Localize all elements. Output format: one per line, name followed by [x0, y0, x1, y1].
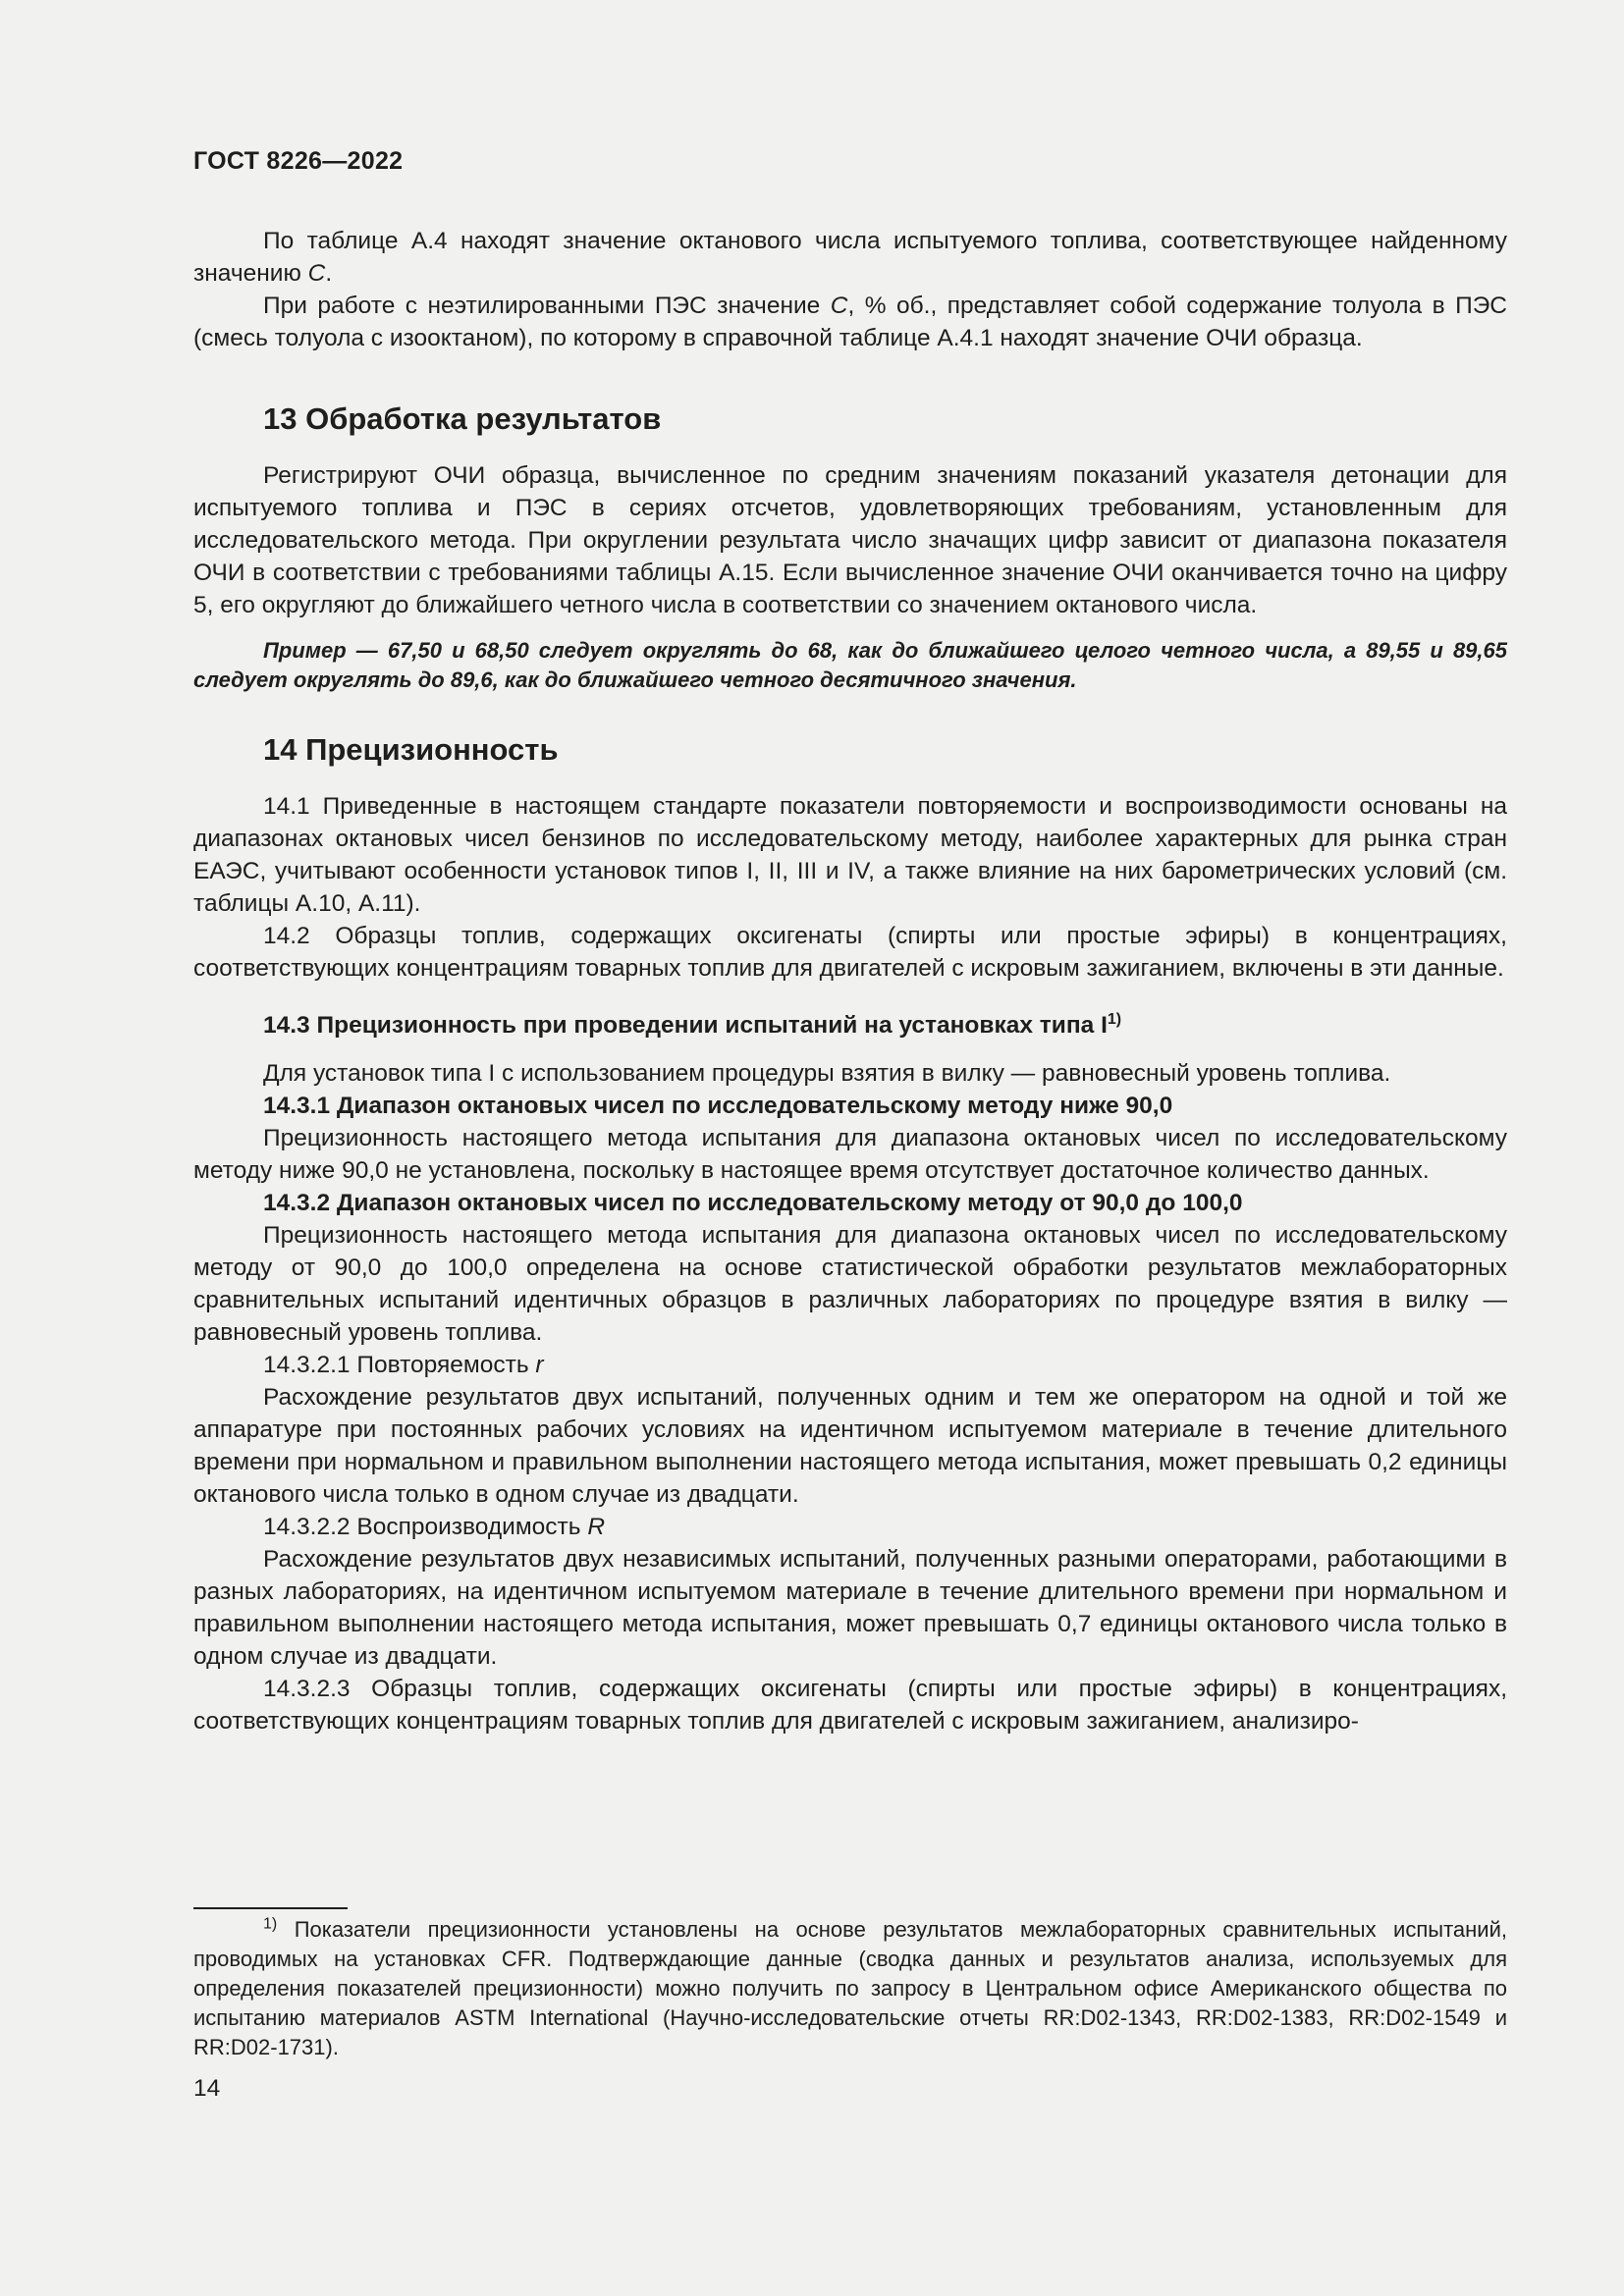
- footnote-marker: 1): [263, 1915, 278, 1933]
- page-number: 14: [193, 2075, 221, 2102]
- footnote-divider: [193, 1907, 348, 1909]
- paragraph: Прецизионность настоящего метода испытания для диапазона октановых чисел по исследовательскому методу ниже 90,0 не установлена, поскольку в настоящее время отсутствует достаточное количество данных.: [193, 1125, 1507, 1184]
- paragraph: По таблице А.4 находят значение октанового числа испытуемого топлива, соответствующее найденному значению С.: [193, 228, 1507, 287]
- subsection-heading: 14.3.1 Диапазон октановых чисел по исследовательскому методу ниже 90,0: [263, 1093, 1173, 1119]
- footnote: [193, 1915, 1507, 2062]
- document-header: ГОСТ 8226—2022: [193, 147, 404, 175]
- paragraph: 14.1 Приведенные в настоящем стандарте показатели повторяемости и воспроизводимости основаны на диапазонах октановых чисел бензинов по исследовательскому методу, наиболее характерных для рынка стран ЕАЭС, учитывают особенности установок типов I, II, III и IV, а также влияние на них барометрических условий (см. таблицы А.10, А.11).: [193, 793, 1507, 917]
- paragraph: Прецизионность настоящего метода испытания для диапазона октановых чисел по исследовательскому методу от 90,0 до 100,0 определена на основе статистической обработки результатов межлабораторных сравнительных испытаний идентичных образцов в различных лабораториях по процедуре взятия в вилку — равновесный уровень топлива.: [193, 1222, 1507, 1346]
- footnote-reference[interactable]: 1): [1107, 1010, 1122, 1028]
- subsection-heading: 14.3 Прецизионность при проведении испытаний на установках типа $I^{1)}$: [263, 1010, 1122, 1039]
- paragraph: Для установок типа I с использованием процедуры взятия в вилку — равновесный уровень топлива.: [263, 1060, 1391, 1087]
- paragraph: Регистрируют ОЧИ образца, вычисленное по средним значениям показаний указателя детонации для испытуемого топлива и ПЭС в сериях отсчетов, удовлетворяющих требованиям, установленным для исследовательского метода. При округлении результата число значащих цифр зависит от диапазона показателя ОЧИ в соответствии с требованиями таблицы А.15. Если вычисленное значение ОЧИ оканчивается точно на цифру 5, его округляют до ближайшего четного числа в соответствии со значением октанового числа.: [193, 462, 1507, 618]
- footnote-text: Показатели прецизионности установлены на основе результатов межлабораторных сравнительных испытаний, проводимых на установках CFR. Подтверждающие данные (сводка данных и результатов анализа, используемых для определения показателей прецизионности) можно получить по запросу в Центральном офисе Американского общества по испытанию материалов ASTM International (Научно-исследовательские отчеты RR:D02-1343, RR:D02-1383, RR:D02-1549 и RR:D02-1731).: [193, 1917, 1507, 2059]
- paragraph: Расхождение результатов двух независимых испытаний, полученных разными операторами, работающими в разных лабораториях, на идентичном испытуемом материале в течение длительного времени при нормальном и правильном выполнении настоящего метода испытания, может превышать 0,7 единицы октанового числа только в одном случае из двадцати.: [193, 1546, 1507, 1670]
- clause-heading: 14.3.2.2 Воспроизводимость R: [263, 1514, 606, 1540]
- section-heading: 14 Прецизионность: [263, 732, 559, 767]
- paragraph: 14.2 Образцы топлив, содержащих оксигенаты (спирты или простые эфиры) в концентрациях, соответствующих концентрациям товарных топлив для двигателей с искровым зажиганием, включены в эти данные.: [193, 923, 1507, 982]
- subsection-heading: 14.3.2 Диапазон октановых чисел по исследовательскому методу от 90,0 до 100,0: [263, 1190, 1243, 1216]
- section-heading: 13 Обработка результатов: [263, 401, 662, 436]
- paragraph: 14.3.2.3 Образцы топлив, содержащих оксигенаты (спирты или простые эфиры) в концентрациях, соответствующих концентрациям товарных топлив для двигателей с искровым зажиганием, анализиро-: [193, 1676, 1507, 1735]
- paragraph: При работе с неэтилированными ПЭС значение С, % об., представляет собой содержание толуола в ПЭС (смесь толуола с изооктаном), по которому в справочной таблице А.4.1 находят значение ОЧИ образца.: [193, 293, 1507, 351]
- clause-heading: 14.3.2.1 Повторяемость r: [263, 1352, 544, 1378]
- paragraph: Расхождение результатов двух испытаний, полученных одним и тем же оператором на одной и той же аппаратуре при постоянных рабочих условиях на идентичном испытуемом материале в течение длительного времени при нормальном и правильном выполнении настоящего метода испытания, может превышать 0,2 единицы октанового числа только в одном случае из двадцати.: [193, 1384, 1507, 1508]
- example-note: Пример — 67,50 и 68,50 следует округлять до 68, как до ближайшего целого четного числа, а 89,55 и 89,65 следует округлять до 89,6, как до ближайшего четного десятичного значения.: [193, 638, 1507, 692]
- document-body: [193, 225, 1507, 1737]
